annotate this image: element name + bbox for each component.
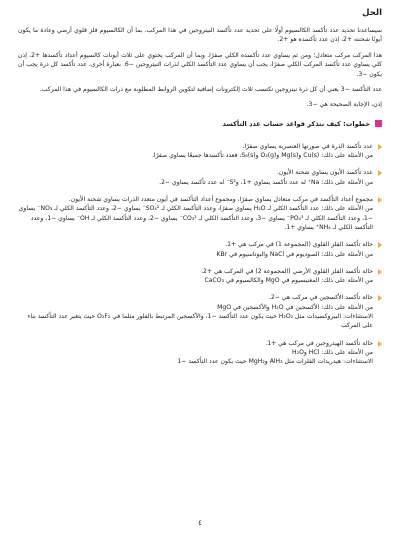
solution-heading: الحل (362, 8, 382, 18)
rule-item-4 (18, 240, 382, 259)
rule-text: عدد تأكسد الأيون يساوي شحنة الأيون. (276, 169, 373, 177)
rule-example: من الأمثلة على ذلك: Na⁺ له عدد تأكسد يساوي +1، وS²⁻ له عدد تأكسد يساوي −2. (159, 178, 373, 186)
steps-section-title (18, 120, 382, 128)
rule-example: من الأمثلة على ذلك: الأكسجين في H₂O والأكسجين في MgO (217, 303, 373, 311)
rule-example: من الأمثلة على ذلك: HCl وH₂O (292, 348, 373, 356)
pink-square-icon (375, 120, 382, 127)
orange-triangle-bullet-icon (378, 295, 382, 301)
rule-example: من الأمثلة على ذلك: المغنيسيوم في MgO والكالسيوم في CaCO₃ (204, 277, 373, 285)
page-number: ٤ (198, 519, 202, 527)
rule-example: من الأمثلة على ذلك: الصوديوم في NaCl والبوتاسيوم في KBr (216, 250, 373, 258)
rule-exception: الاستثناءات: هيدريدات الفلزات مثل AlH₃ وMgH₂ حيث يكون عدد التأكسد −1 (177, 358, 373, 366)
orange-triangle-bullet-icon (378, 269, 382, 275)
rule-example: من الأمثلة على ذلك: Cu(s) وMg(s) وO₂(g) وS₈(s)، فعدد تأكسدها جميعًا يساوي صفرًا. (151, 152, 373, 160)
rules-list (18, 142, 382, 367)
answer-paragraph-3: عدد التأكسد −3 يعني أن كل ذرة نيتروجين تكتسب ثلاث إلكترونات إضافية لتكوين الروابط المطلوبة مع ذرات الكالسيوم في هذا المركب. (39, 86, 382, 94)
rule-text: مجموع أعداد التأكسد في مركب متعادل يساوي صفرًا، ومجموع أعداد التأكسد في أيون متعدد الذرات يساوي شحنة الأيون. (68, 196, 373, 204)
rule-item-7 (18, 339, 382, 367)
rule-item-3 (18, 195, 382, 232)
rule-item-6 (18, 293, 382, 330)
rule-text: حالة تأكسد الفلز القلوي (المجموعة 1) في مركب هي +1. (225, 241, 373, 249)
rule-example: من الأمثلة على ذلك: عدد التأكسد الكلي لـ H₂O يساوي صفرًا، وعدد التأكسد الكلي لـ SO₄²⁻ يساوي −2، وعدد التأكسد الكلي لـ NO₃⁻ يساوي −1، وعدد التأكسد الكلي لـ PO₄³⁻ يساوي −3، وعدد التأكسد الكلي لـ CO₃²⁻ يساوي −2، وعدد التأكسد الكلي لـ OH⁻ يساوي −1، وعدد التأكسد الكلي لـ NH₄⁺ يساوي +1. (18, 205, 373, 231)
rule-item-2 (18, 168, 382, 187)
rule-item-1 (18, 142, 382, 161)
orange-triangle-bullet-icon (378, 341, 382, 347)
rule-exception: الاستثناءات: البيروكسيدات مثل H₂O₂ حيث يكون عدد التأكسد −1، والأكسجين المرتبط بالفلور مثلما في O₂F₂ حيث يتغير عدد التأكسد بناء على المركب (27, 313, 373, 330)
answer-paragraph-1: سيساعدنا تحديد عدد تأكسد الكالسيوم أولًا على تحديد عدد تأكسد النيتروجين في هذا المركب. بما أن الكالسيوم فلز قلوي أرضي وعادة ما يكون أيونًا شحنته +2، إذن عدد تأكسده هو +2. (18, 27, 382, 44)
rule-item-5 (18, 267, 382, 286)
orange-triangle-bullet-icon (378, 242, 382, 248)
answer-paragraph-2: هذا المركب مركب متعادل؛ ومن ثم يساوي عدد تأكسده الكلي صفرًا. وبما أن المركب يحتوي على ثلاث أيونات كالسيوم أعداد تأكسدها +2، إذن كلي يساوي عدد تأكسد المركب الكلي صفرًا، يجب أن يساوي عدد التأكسد الكلي لذرات النيتروجين −6. بعبارة أخرى، عدد تأكسد كل ذرة يجب أن يكون −3. (18, 51, 382, 78)
orange-triangle-bullet-icon (378, 144, 382, 150)
steps-section-label: خطوات: كيف نتذكر قواعد حساب عدد التأكسد (222, 119, 370, 128)
rule-text: حالة تأكسد الأكسجين في مركب هي −2. (268, 294, 373, 302)
rule-text: حالة تأكسد الفلز القلوي الأرضي (المجموعة 2) في المركب هي +2. (201, 267, 373, 275)
answer-conclusion: إذن، الإجابة الصحيحة هي −3. (306, 101, 382, 109)
orange-triangle-bullet-icon (378, 170, 382, 176)
orange-triangle-bullet-icon (378, 197, 382, 203)
rule-text: عدد تأكسد الذرة في صورتها العنصرية يساوي صفرًا. (242, 142, 373, 150)
rule-text: حالة تأكسد الهيدروجين في مركب هي +1. (265, 339, 373, 347)
